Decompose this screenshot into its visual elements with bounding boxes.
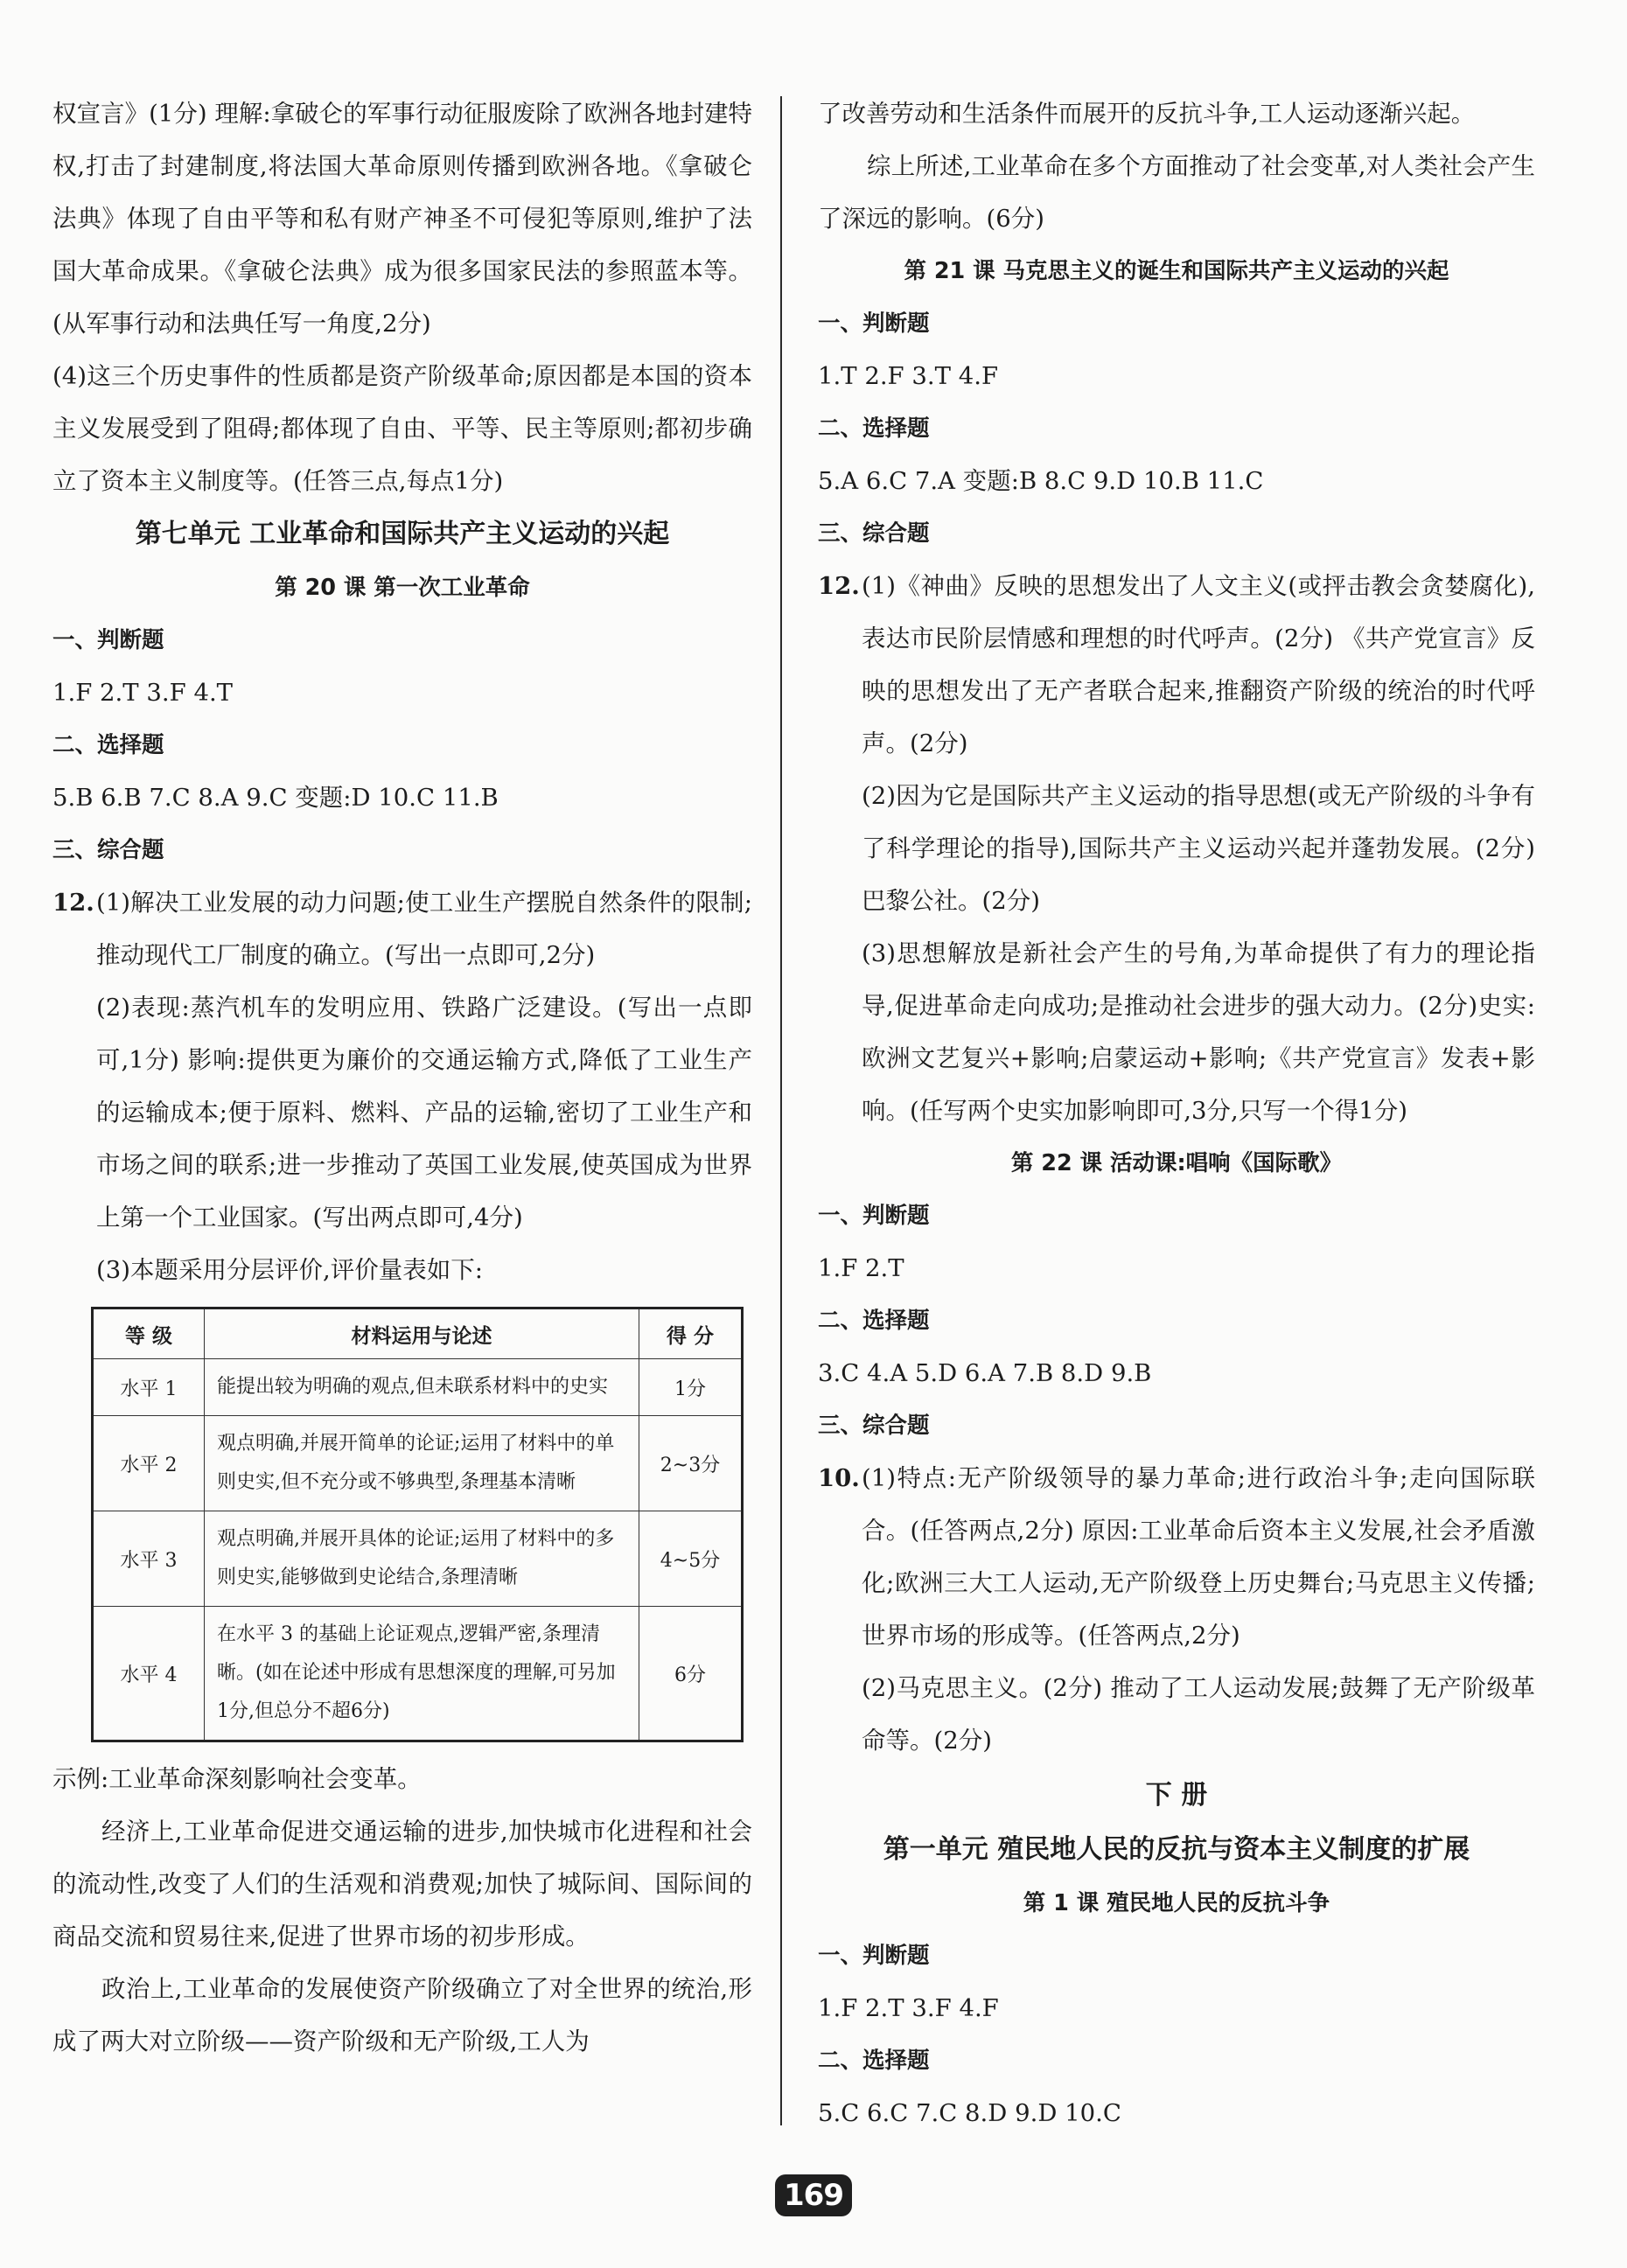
section-heading: 二、选择题: [818, 1308, 930, 1334]
desc-cell: 在水平 3 的基础上论证观点,逻辑严密,条理清晰。(如在论述中形成有思想深度的理解,可另加1分,但总分不超6分): [205, 1607, 639, 1741]
level-cell: 水平 4: [93, 1607, 205, 1741]
score-cell: 1分: [639, 1359, 743, 1416]
section-heading: 二、选择题: [52, 732, 164, 758]
example-line: 示例:工业革命深刻影响社会变革。: [52, 1765, 422, 1793]
section-heading: 一、判断题: [52, 627, 164, 653]
desc-cell: 能提出较为明确的观点,但未联系材料中的史实: [205, 1359, 639, 1416]
section-heading: 一、判断题: [818, 1203, 930, 1229]
table-header-row: [93, 1308, 743, 1359]
level-cell: 水平 1: [93, 1359, 205, 1416]
table-row: [93, 1607, 743, 1741]
q4-answer: (4)这三个历史事件的性质都是资产阶级革命;原因都是本国的资本主义发展受到了阻碍;都体现了自由、平等、民主等原则;都初步确立了资本主义制度等。(任答三点,每点1分): [52, 362, 752, 495]
score-cell: 6分: [639, 1607, 743, 1741]
answer-line: 1.F 2.T 3.F 4.F: [818, 1994, 999, 2022]
q10-part2: (2)马克思主义。(2分) 推动了工人运动发展;鼓舞了无产阶级革命等。(2分): [862, 1674, 1535, 1755]
left-column: [52, 87, 752, 2068]
answer-line: 5.B 6.B 7.C 8.A 9.C 变题:D 10.C 11.B: [52, 784, 499, 812]
continued-paragraph: 权宣言》(1分) 理解:拿破仑的军事行动征服废除了欧洲各地封建特权,打击了封建制度,将法国大革命原则传播到欧洲各地。《拿破仑法典》体现了自由平等和私有财产神圣不可侵犯等原则,维护了法国大革命成果。《拿破仑法典》成为很多国家民法的参照蓝本等。(从军事行动和法典任写一角度,2分): [52, 100, 752, 338]
section-heading: 三、综合题: [818, 1413, 930, 1439]
level-cell: 水平 3: [93, 1511, 205, 1607]
q12-part3: (3)思想解放是新社会产生的号角,为革命提供了有力的理论指导,促进革命走向成功;是推动社会进步的强大动力。(2分)史实:欧洲文艺复兴+影响;启蒙运动+影响;《共产党宣言》发表+影响。(任写两个史实加影响即可,3分,只写一个得1分): [862, 939, 1535, 1125]
book-volume-title: 下 册: [1145, 1780, 1208, 1811]
unit-title: 第七单元 工业革命和国际共产主义运动的兴起: [135, 519, 670, 549]
column-divider: [780, 96, 782, 2125]
q12-part3: (3)本题采用分层评价,评价量表如下:: [96, 1256, 483, 1284]
question-number: 10.: [818, 1464, 860, 1492]
lesson-title: 第 22 课 活动课:唱响《国际歌》: [1010, 1150, 1343, 1176]
lesson-title: 第 1 课 殖民地人民的反抗斗争: [1023, 1890, 1330, 1916]
q12-part1-text: (1)《神曲》反映的思想发出了人文主义(或抨击教会贪婪腐化),表达市民阶层情感和理想的时代呼声。(2分) 《共产党宣言》反映的思想发出了无产者联合起来,推翻资产阶级的统治的时代呼声。(2分): [862, 572, 1535, 757]
score-cell: 4~5分: [639, 1511, 743, 1607]
answer-line: 1.F 2.T 3.F 4.T: [52, 679, 234, 707]
level-cell: 水平 2: [93, 1416, 205, 1511]
summary-paragraph: 综上所述,工业革命在多个方面推动了社会变革,对人类社会产生了深远的影响。(6分): [818, 152, 1535, 233]
page-number-badge: 169: [775, 2174, 852, 2216]
question-number: 12.: [818, 572, 860, 600]
q12-part1: [52, 876, 752, 981]
answer-line: 5.A 6.C 7.A 变题:B 8.C 9.D 10.B 11.C: [818, 467, 1264, 495]
politics-paragraph: 政治上,工业革命的发展使资产阶级确立了对全世界的统治,形成了两大对立阶级——资产阶级和无产阶级,工人为: [52, 1975, 752, 2055]
score-cell: 2~3分: [639, 1416, 743, 1511]
q12-part1: [818, 560, 1535, 770]
table-row: [93, 1359, 743, 1416]
col-header: 得 分: [639, 1308, 743, 1359]
lesson-title: 第 21 课 马克思主义的诞生和国际共产主义运动的兴起: [904, 258, 1449, 284]
q12-part2: (2)表现:蒸汽机车的发明应用、铁路广泛建设。(写出一点即可,1分) 影响:提供更为廉价的交通运输方式,降低了工业生产的运输成本;便于原料、燃料、产品的运输,密切了工业生产和市场之间的联系;进一步推动了英国工业发展,使英国成为世界上第一个工业国家。(写出两点即可,4分): [96, 994, 752, 1232]
page-number: [779, 2167, 848, 2223]
section-heading: 一、判断题: [818, 311, 930, 337]
section-heading: 三、综合题: [52, 837, 164, 863]
section-heading: 一、判断题: [818, 1943, 930, 1969]
unit-title: 第一单元 殖民地人民的反抗与资本主义制度的扩展: [883, 1834, 1470, 1865]
q12-part2: (2)因为它是国际共产主义运动的指导思想(或无产阶级的斗争有了科学理论的指导),国际共产主义运动兴起并蓬勃发展。(2分) 巴黎公社。(2分): [862, 782, 1535, 915]
economy-paragraph: 经济上,工业革命促进交通运输的进步,加快城市化进程和社会的流动性,改变了人们的生活观和消费观;加快了城际间、国际间的商品交流和贸易往来,促进了世界市场的初步形成。: [52, 1818, 752, 1950]
desc-cell: 观点明确,并展开简单的论证;运用了材料中的单则史实,但不充分或不够典型,条理基本清晰: [205, 1416, 639, 1511]
section-heading: 二、选择题: [818, 415, 930, 442]
continued-paragraph: 了改善劳动和生活条件而展开的反抗斗争,工人运动逐渐兴起。: [818, 100, 1476, 128]
section-heading: 三、综合题: [818, 520, 930, 547]
right-column: [818, 87, 1535, 2139]
q10-part1: [818, 1452, 1535, 1662]
col-header: 材料运用与论述: [205, 1308, 639, 1359]
q10-part1-text: (1)特点:无产阶级领导的暴力革命;进行政治斗争;走向国际联合。(任答两点,2分) 原因:工业革命后资本主义发展,社会矛盾激化;欧洲三大工人运动,无产阶级登上历史舞台;马克思主义传播;世界市场的形成等。(任答两点,2分): [862, 1464, 1535, 1650]
answer-line: 1.T 2.F 3.T 4.F: [818, 362, 999, 390]
q12-part1-text: (1)解决工业发展的动力问题;使工业生产摆脱自然条件的限制;推动现代工厂制度的确立。(写出一点即可,2分): [96, 889, 752, 969]
rubric-table: [91, 1307, 744, 1742]
answer-line: 3.C 4.A 5.D 6.A 7.B 8.D 9.B: [818, 1359, 1152, 1387]
section-heading: 二、选择题: [818, 2048, 930, 2074]
desc-cell: 观点明确,并展开具体的论证;运用了材料中的多则史实,能够做到史论结合,条理清晰: [205, 1511, 639, 1607]
table-row: [93, 1511, 743, 1607]
col-header: 等 级: [93, 1308, 205, 1359]
answer-line: 5.C 6.C 7.C 8.D 9.D 10.C: [818, 2099, 1121, 2127]
answer-line: 1.F 2.T: [818, 1254, 904, 1282]
lesson-title: 第 20 课 第一次工业革命: [275, 575, 530, 601]
question-number: 12.: [52, 889, 94, 917]
table-row: [93, 1416, 743, 1511]
